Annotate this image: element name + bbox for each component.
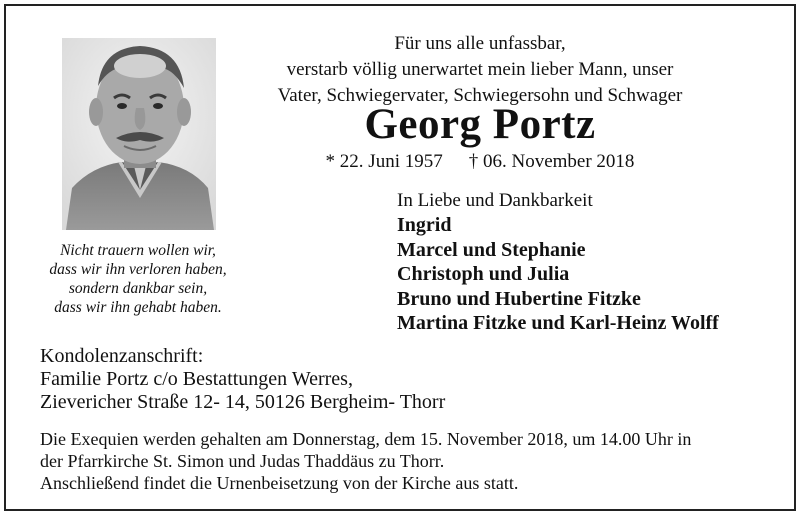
life-dates	[240, 150, 720, 174]
portrait-photo	[62, 38, 216, 230]
notice-line: der Pfarrkirche St. Simon und Judas Thaddäus zu Thorr.	[40, 451, 445, 471]
poem-line: dass wir ihn gehabt haben.	[54, 299, 222, 316]
address-line: Kondolenzanschrift:	[40, 345, 204, 367]
intro-line: verstarb völlig unerwartet mein lieber Mann, unser	[286, 59, 674, 80]
family-member: Bruno und Hubertine Fitzke	[397, 287, 641, 310]
poem-line: Nicht trauern wollen wir,	[60, 242, 216, 259]
intro-line: Vater, Schwiegervater, Schwiegersohn und Schwager	[277, 85, 683, 106]
poem-line: dass wir ihn verloren haben,	[49, 261, 227, 278]
address-line: Familie Portz c/o Bestattungen Werres,	[40, 368, 353, 390]
poem-line: sondern dankbar sein,	[68, 280, 208, 297]
deceased-name: Georg Portz	[364, 101, 596, 148]
address-line: Zieverich​er Straße 12- 14, 50126 Bergheim- Thorr	[40, 391, 446, 413]
notice-line: Anschließend findet die Urnenbeisetzung von der Kirche aus statt.	[40, 473, 519, 493]
funeral-notice	[40, 428, 780, 494]
memorial-poem	[20, 241, 256, 317]
family-member: Ingrid	[397, 214, 452, 236]
family-member: Martina Fitzke und Karl-Heinz Wolff	[397, 312, 719, 334]
family-member: Christoph und Julia	[397, 263, 570, 285]
intro-text	[240, 31, 720, 109]
family-list	[397, 213, 719, 336]
family-member: Marcel und Stephanie	[397, 238, 586, 261]
intro-line: Für uns alle unfassbar,	[394, 33, 566, 54]
thanks-line: In Liebe und Dankbarkeit	[397, 190, 593, 211]
birth-date: * 22. Juni 1957	[325, 151, 443, 172]
death-date: † 06. November 2018	[468, 151, 635, 172]
condolence-address	[40, 345, 445, 414]
notice-line: Die Exequien werden gehalten am Donnerstag, dem 15. November 2018, um 14.00 Uhr in	[40, 429, 692, 449]
